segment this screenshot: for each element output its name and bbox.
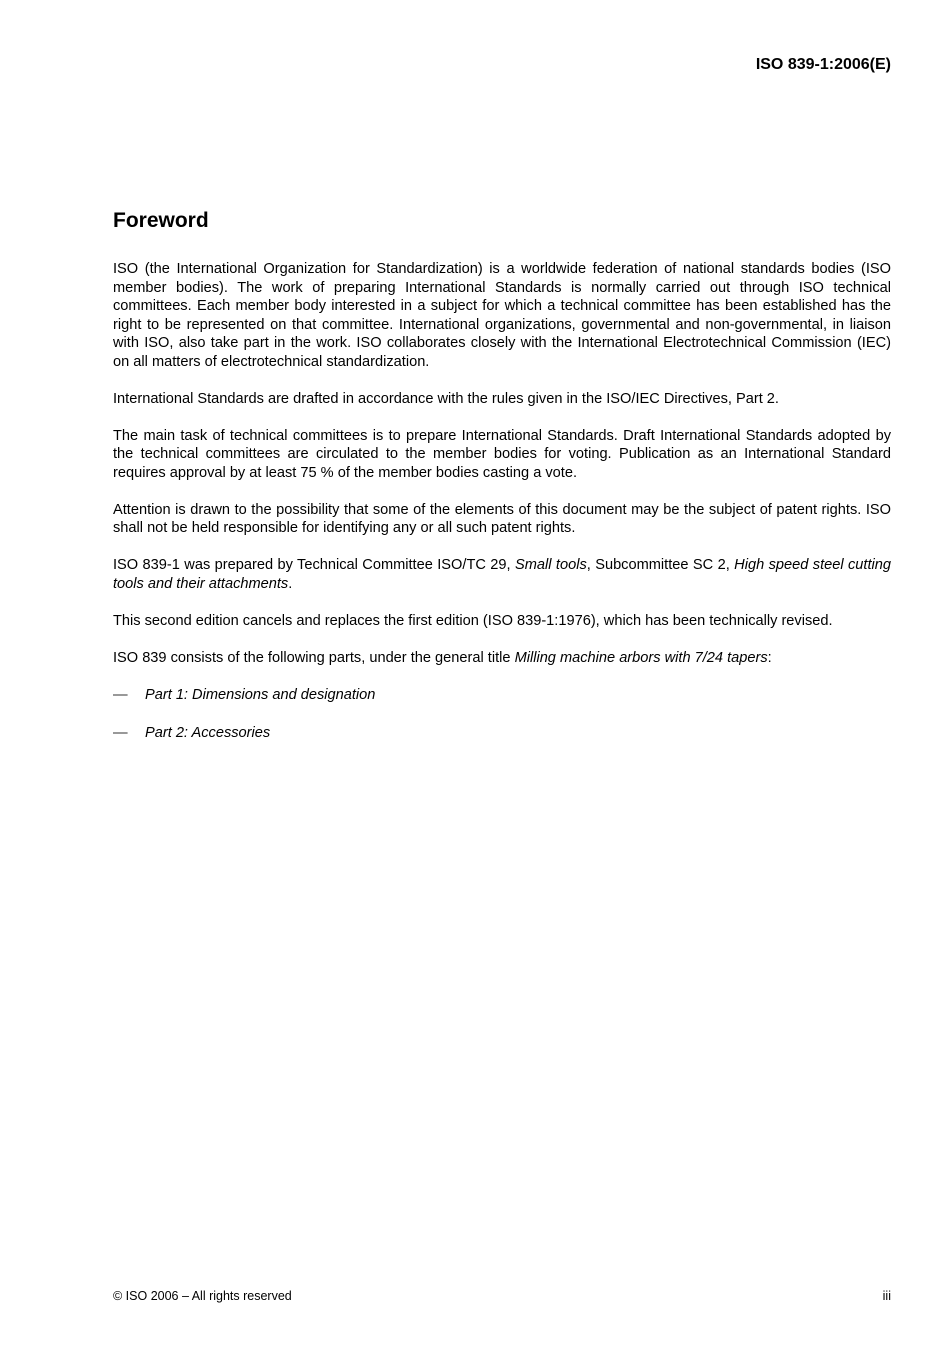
footer-page-number: iii (882, 1289, 891, 1303)
subcommittee-title: High speed steel cutting tools and their attachments (113, 557, 892, 592)
text-segment: . (288, 575, 293, 592)
paragraph-committee-task: The main task of technical committees is to prepare International Standards. Draft International Standards adopted by the technical committees are circulated to the member bodies for voting. Publication as an International Standard requires approval by at least 75 % of the member bodies casting a vote. (113, 427, 891, 481)
paragraph-prepared-by (113, 556, 891, 593)
em-dash-bullet-icon: — (113, 686, 128, 703)
section-title: Foreword (113, 209, 209, 232)
parts-list (113, 686, 891, 743)
part-label: Part 1: Dimensions and designation (145, 686, 376, 703)
text-segment: ISO 839-1 was prepared by Technical Committee ISO/TC 29, (113, 557, 516, 573)
list-item (113, 686, 891, 705)
foreword-body (113, 260, 891, 763)
paragraph-iso-overview: ISO (the International Organization for Standardization) is a worldwide federation of national standards bodies (ISO member bodies). The work of preparing International Standards is normally carried out through ISO technical committees. Each member body interested in a subject for which a technical committee has been established has the right to be represented on that committee. International organizations, governmental and non-governmental, in liaison with ISO, also take part in the work. ISO collaborates closely with the International Electrotechnical Commission (IEC) on all matters of electrotechnical standardization. (113, 261, 891, 370)
text-segment: : (767, 649, 772, 666)
paragraph-parts-intro (113, 649, 891, 668)
text-segment: ISO 839 consists of the following parts, under the general title (113, 649, 515, 666)
text-segment: , Subcommittee SC 2, (586, 557, 735, 573)
general-title: Milling machine arbors with 7/24 tapers (514, 649, 768, 666)
committee-title-small-tools: Small tools (515, 557, 587, 573)
em-dash-bullet-icon: — (113, 725, 128, 741)
running-header-document-id: ISO 839-1:2006(E) (755, 56, 891, 73)
paragraph-edition-note: This second edition cancels and replaces the first edition (ISO 839-1:1976), which has been technically revised. (113, 612, 833, 629)
list-item (113, 724, 891, 743)
footer-copyright: © ISO 2006 – All rights reserved (113, 1289, 292, 1303)
paragraph-patent-notice: Attention is drawn to the possibility that some of the elements of this document may be the subject of patent rights. ISO shall not be held responsible for identifying any or all such patent rights. (113, 501, 891, 536)
part-label: Part 2: Accessories (145, 725, 271, 741)
paragraph-drafting-rules: International Standards are drafted in accordance with the rules given in the ISO/IEC Directives, Part 2. (113, 390, 779, 407)
